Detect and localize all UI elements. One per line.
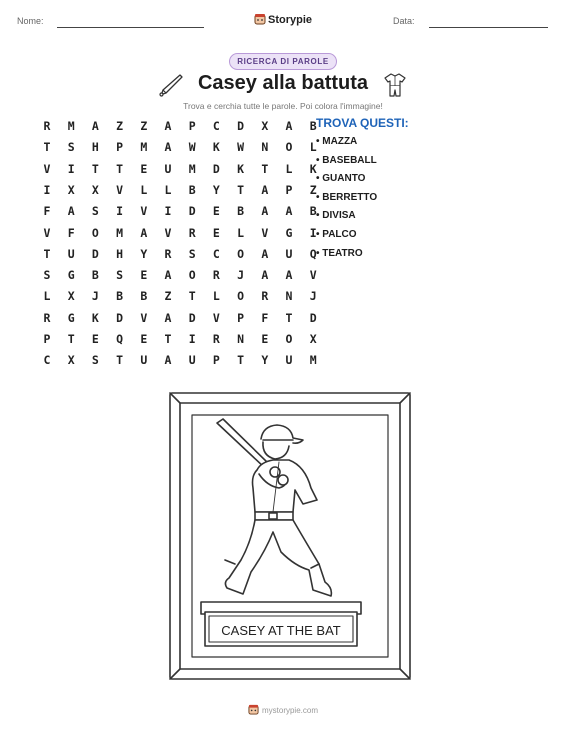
grid-letter[interactable]: Z (140, 119, 148, 133)
grid-letter[interactable]: D (91, 246, 99, 261)
word-list-item: • BERRETTO (316, 191, 378, 203)
grid-letter[interactable]: Z (164, 289, 172, 304)
grid-letter[interactable]: I (67, 161, 75, 176)
grid-letter[interactable]: O (237, 289, 245, 304)
grid-letter[interactable]: G (67, 268, 75, 283)
grid-letter[interactable]: V (261, 225, 269, 240)
grid-letter[interactable]: S (67, 140, 75, 155)
casey-coloring-picture (169, 392, 411, 680)
grid-letter[interactable]: T (285, 310, 293, 325)
grid-letter[interactable]: M (140, 140, 148, 155)
grid-letter[interactable]: W (188, 140, 196, 155)
grid-letter[interactable]: I (309, 225, 317, 240)
grid-letter[interactable]: A (285, 204, 293, 219)
grid-letter[interactable]: X (309, 332, 317, 346)
grid-letter[interactable]: I (188, 332, 196, 346)
grid-letter[interactable]: A (285, 119, 293, 133)
grid-letter[interactable]: C (43, 353, 51, 368)
grid-letter[interactable]: A (164, 119, 172, 133)
grid-letter[interactable]: O (91, 225, 99, 240)
grid-letter[interactable]: P (285, 182, 293, 197)
grid-letter[interactable]: E (140, 161, 148, 176)
grid-letter[interactable]: S (91, 204, 99, 219)
word-list-item: • GUANTO (316, 173, 366, 185)
grid-letter[interactable]: R (43, 310, 51, 325)
grid-letter[interactable]: U (67, 246, 75, 261)
grid-letter[interactable]: G (67, 310, 75, 325)
grid-letter[interactable]: L (140, 182, 148, 197)
grid-letter[interactable]: M (116, 225, 124, 240)
grid-letter[interactable]: R (188, 225, 196, 240)
grid-letter[interactable]: N (237, 332, 245, 346)
grid-letter[interactable]: B (237, 204, 245, 219)
grid-letter[interactable]: X (67, 353, 75, 368)
grid-letter[interactable]: T (237, 182, 245, 197)
grid-letter[interactable]: T (116, 353, 124, 368)
grid-letter[interactable]: Y (140, 246, 148, 261)
grid-letter[interactable]: U (285, 246, 293, 261)
grid-letter[interactable]: P (43, 332, 51, 346)
grid-letter[interactable]: N (285, 289, 293, 304)
word-list-item: • TEATRO (316, 247, 363, 259)
grid-letter[interactable]: B (309, 204, 317, 219)
grid-letter[interactable]: T (261, 161, 269, 176)
grid-letter[interactable]: E (140, 332, 148, 346)
grid-letter[interactable]: D (309, 310, 317, 325)
grid-letter[interactable]: J (237, 268, 245, 283)
grid-letter[interactable]: B (116, 289, 124, 304)
word-list-title: TROVA QUESTI: (316, 116, 409, 130)
word-list-item: • PALCO (316, 229, 357, 240)
grid-letter[interactable]: O (285, 332, 293, 346)
grid-letter[interactable]: V (309, 268, 317, 283)
grid-letter[interactable]: N (261, 140, 269, 155)
grid-letter[interactable]: L (43, 289, 51, 304)
grid-letter[interactable]: U (188, 353, 196, 368)
grid-letter[interactable]: Q (309, 246, 317, 261)
grid-letter[interactable]: V (116, 182, 124, 197)
grid-letter[interactable]: A (261, 246, 269, 261)
grid-letter[interactable]: E (140, 268, 148, 283)
grid-letter[interactable]: O (285, 140, 293, 155)
grid-letter[interactable]: P (188, 119, 196, 133)
grid-letter[interactable]: L (309, 140, 317, 155)
grid-letter[interactable]: X (67, 182, 75, 197)
grid-letter[interactable]: T (43, 246, 51, 261)
grid-letter[interactable]: L (164, 182, 172, 197)
grid-letter[interactable]: R (261, 289, 269, 304)
grid-letter[interactable]: R (43, 119, 51, 133)
grid-letter[interactable]: A (164, 310, 172, 325)
grid-letter[interactable]: B (140, 289, 148, 304)
footer (0, 704, 566, 715)
grid-letter[interactable]: E (261, 332, 269, 346)
grid-letter[interactable]: Q (116, 332, 124, 346)
grid-letter[interactable]: D (188, 204, 196, 219)
grid-letter[interactable]: D (212, 161, 220, 176)
grid-letter[interactable]: A (285, 268, 293, 283)
grid-letter[interactable]: A (164, 268, 172, 283)
grid-letter[interactable]: I (164, 204, 172, 219)
grid-letter[interactable]: O (188, 268, 196, 283)
grid-letter[interactable]: S (116, 268, 124, 283)
grid-letter[interactable]: C (212, 119, 220, 133)
grid-letter[interactable]: W (237, 140, 245, 155)
grid-letter[interactable]: A (164, 353, 172, 368)
grid-letter[interactable]: T (116, 161, 124, 176)
grid-letter[interactable]: H (91, 140, 99, 155)
grid-letter[interactable]: K (212, 140, 220, 155)
grid-letter[interactable]: V (140, 310, 148, 325)
grid-letter[interactable]: S (91, 353, 99, 368)
grid-letter[interactable]: M (188, 161, 196, 176)
grid-letter[interactable]: X (67, 289, 75, 304)
grid-letter[interactable]: J (309, 289, 317, 304)
grid-letter[interactable]: X (91, 182, 99, 197)
storypie-logo-icon (254, 13, 266, 25)
grid-letter[interactable]: F (261, 310, 269, 325)
grid-letter[interactable]: B (188, 182, 196, 197)
grid-letter[interactable]: A (91, 119, 99, 133)
grid-letter[interactable]: D (237, 119, 245, 133)
grid-letter[interactable]: A (261, 182, 269, 197)
name-label: Nome: (17, 16, 44, 26)
instructions: Trova e cerchia tutte le parole. Poi colora l'immagine! (183, 101, 383, 111)
grid-letter[interactable]: U (164, 161, 172, 176)
page-title: Casey alla battuta (197, 72, 369, 94)
grid-letter[interactable]: E (212, 204, 220, 219)
grid-letter[interactable]: B (309, 119, 317, 133)
baseball-uniform-icon (383, 72, 407, 98)
grid-letter[interactable]: J (91, 289, 99, 304)
grid-letter[interactable]: A (261, 268, 269, 283)
grid-letter[interactable]: T (237, 353, 245, 368)
grid-letter[interactable]: S (43, 268, 51, 283)
grid-letter[interactable]: Y (212, 182, 220, 197)
grid-letter[interactable]: Y (261, 353, 269, 368)
grid-letter[interactable]: F (43, 204, 51, 219)
grid-letter[interactable]: S (188, 246, 196, 261)
grid-letter[interactable]: B (91, 268, 99, 283)
grid-letter[interactable]: P (116, 140, 124, 155)
activity-badge: RICERCA DI PAROLE (229, 53, 337, 70)
grid-letter[interactable]: A (164, 140, 172, 155)
grid-letter[interactable]: O (237, 246, 245, 261)
grid-letter[interactable]: H (116, 246, 124, 261)
grid-letter[interactable]: E (91, 332, 99, 346)
name-line[interactable] (57, 27, 204, 28)
grid-letter[interactable]: K (237, 161, 245, 176)
brand-name: Storypie (267, 14, 312, 26)
date-label: Data: (393, 16, 415, 26)
grid-letter[interactable]: Z (116, 119, 124, 133)
grid-letter[interactable]: X (261, 119, 269, 133)
grid-letter[interactable]: T (164, 332, 172, 346)
grid-letter[interactable]: D (188, 310, 196, 325)
word-list-item: • BASEBALL (316, 154, 377, 166)
grid-letter[interactable]: T (91, 161, 99, 176)
word-list-item: • MAZZA (316, 136, 358, 147)
word-list-item: • DIVISA (316, 210, 356, 222)
date-line[interactable] (429, 27, 548, 28)
grid-letter[interactable]: P (212, 353, 220, 368)
grid-letter[interactable]: R (212, 268, 220, 283)
header (0, 10, 566, 32)
grid-letter[interactable]: V (43, 161, 51, 176)
grid-letter[interactable]: L (237, 225, 245, 240)
grid-letter[interactable]: I (116, 204, 124, 219)
grid-letter[interactable]: G (285, 225, 293, 240)
grid-letter[interactable]: M (67, 119, 75, 133)
grid-letter[interactable]: R (212, 332, 220, 346)
grid-letter[interactable]: A (140, 225, 148, 240)
grid-letter[interactable]: R (164, 246, 172, 261)
grid-letter[interactable]: E (212, 225, 220, 240)
grid-letter[interactable]: P (237, 310, 245, 325)
grid-letter[interactable]: V (164, 225, 172, 240)
grid-letter[interactable]: T (188, 289, 196, 304)
grid-letter[interactable]: U (285, 353, 293, 368)
grid-letter[interactable]: C (212, 246, 220, 261)
grid-letter[interactable]: V (43, 225, 51, 240)
footer-url[interactable]: mystorypie.com (261, 706, 318, 715)
grid-letter[interactable]: K (91, 310, 99, 325)
grid-letter[interactable]: L (285, 161, 293, 176)
grid-letter[interactable]: I (43, 182, 51, 197)
grid-letter[interactable]: K (309, 161, 317, 176)
plaque-text: CASEY AT THE BAT (221, 623, 341, 638)
grid-letter[interactable]: D (116, 310, 124, 325)
grid-letter[interactable]: A (261, 204, 269, 219)
grid-letter[interactable]: F (67, 225, 75, 240)
brand (0, 13, 566, 26)
grid-letter[interactable]: Z (309, 182, 317, 197)
grid-letter[interactable]: V (140, 204, 148, 219)
grid-letter[interactable]: T (67, 332, 75, 346)
bat-shape (217, 419, 269, 468)
grid-letter[interactable]: A (67, 204, 75, 219)
grid-letter[interactable]: V (212, 310, 220, 325)
grid-letter[interactable]: L (212, 289, 220, 304)
grid-letter[interactable]: M (309, 353, 317, 368)
footer-logo-icon (248, 704, 259, 715)
grid-letter[interactable]: U (140, 353, 148, 368)
grid-letter[interactable]: T (43, 140, 51, 155)
